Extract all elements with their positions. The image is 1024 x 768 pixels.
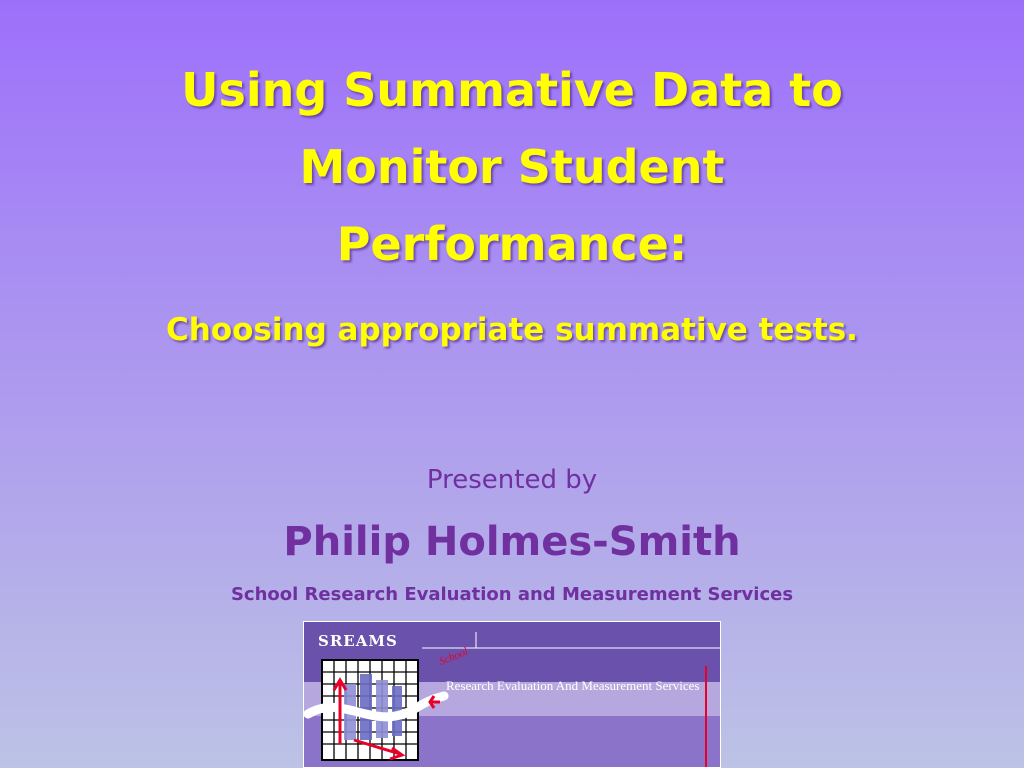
slide-title	[62, 52, 962, 283]
slide-title-line-2: Monitor Student	[299, 140, 725, 194]
slide-title-line-1: Using Summative Data to	[181, 63, 843, 117]
logo-brand-text: SREAMS	[318, 632, 398, 650]
slide-subtitle: Choosing appropriate summative tests.	[166, 312, 858, 348]
logo-tagline-text: Research Evaluation And Measurement Services	[446, 678, 700, 693]
sreams-logo	[303, 621, 721, 768]
slide-title-line-3: Performance:	[336, 217, 688, 271]
presented-by-label: Presented by	[426, 465, 598, 495]
logo-school-text: School	[437, 645, 470, 668]
presenter-name: Philip Holmes-Smith	[283, 519, 741, 565]
organisation-name: School Research Evaluation and Measurement Services	[230, 584, 794, 605]
